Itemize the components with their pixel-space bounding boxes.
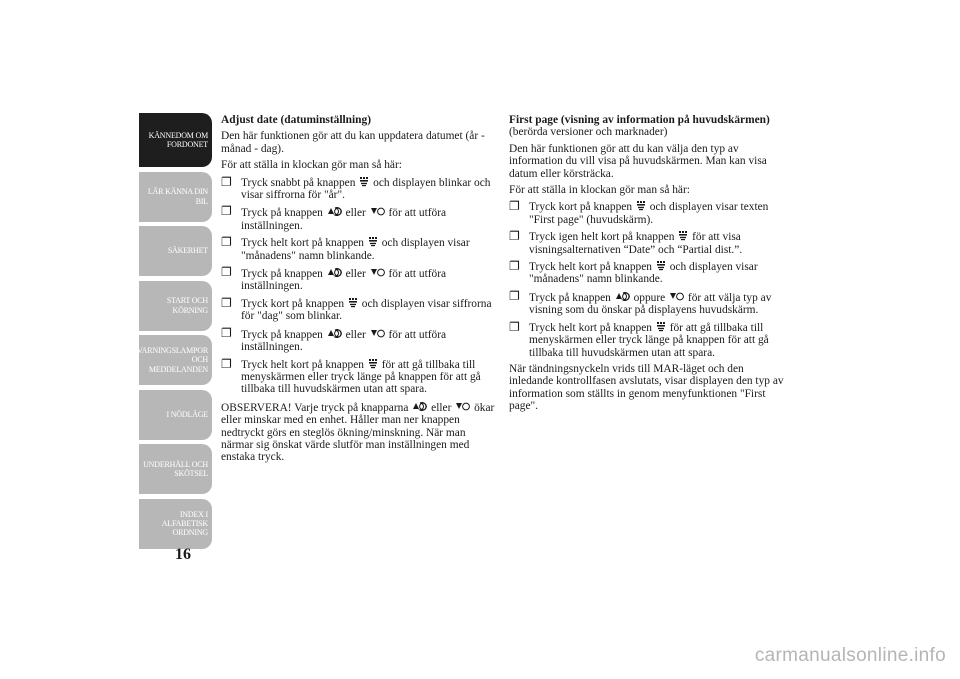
paragraph: För att ställa in klockan gör man så här: bbox=[509, 184, 690, 197]
up-arrow-button-icon bbox=[327, 205, 342, 217]
menu-button-icon bbox=[348, 297, 358, 308]
down-arrow-button-icon bbox=[455, 400, 470, 412]
checkbox-bullet-icon: ❐ bbox=[221, 356, 232, 371]
down-arrow-button-icon bbox=[370, 327, 385, 339]
page-number: 16 bbox=[175, 546, 191, 563]
note-paragraph: OBSERVERA! Varje tryck på knapparna eller ökar eller minskar med en enhet. Håller man ner knappen nedtryckt görs en steglös ökning/minskning. När man närmar sig önskat värde slutför man inställningen med enstaka tryck. bbox=[221, 401, 495, 464]
list-item: ❐ Tryck kort på knappen och displayen visar siffrorna för "dag" som blinkar. bbox=[221, 295, 492, 323]
list-item: ❐ Tryck kort på knappen och displayen visar texten "First page" (huvudskärm). bbox=[509, 199, 769, 226]
adjust-date-section bbox=[221, 114, 496, 468]
down-arrow-button-icon bbox=[370, 205, 385, 217]
watermark: carmanualsonline.info bbox=[754, 645, 946, 666]
tab-label: UNDERHÅLL OCH SKÖTSEL bbox=[143, 459, 208, 478]
menu-button-icon bbox=[368, 358, 378, 369]
checkbox-bullet-icon: ❐ bbox=[221, 295, 232, 310]
checkbox-bullet-icon: ❐ bbox=[509, 229, 520, 244]
tab-label: VARNINGSLAMPOR OCH MEDDELANDEN bbox=[137, 346, 208, 374]
menu-button-icon bbox=[359, 176, 369, 187]
list-item: ❐ Tryck helt kort på knappen för att gå tillbaka till menyskärmen eller tryck länge på knappen för att gå tillbaka till huvudskärmen utan att spara. bbox=[509, 319, 769, 359]
menu-button-icon bbox=[678, 230, 688, 241]
checkbox-bullet-icon: ❐ bbox=[509, 319, 520, 334]
first-page-section bbox=[509, 114, 789, 417]
list-item: ❐ Tryck på knappen eller för att utföra inställningen. bbox=[221, 265, 447, 293]
list-item: ❐ Tryck på knappen oppure för att välja typ av visning som du önskar på displayens huvudskärm. bbox=[509, 288, 772, 317]
paragraph: När tändningsnyckeln vrids till MAR-läget och den inledande kontrollfasen avslutats, visar displayen den typ av information som ställts in genom menyfunktionen "First page". bbox=[509, 362, 784, 413]
tab-label: KÄNNEDOM OM FORDONET bbox=[148, 130, 208, 149]
down-arrow-button-icon bbox=[370, 266, 385, 278]
heading-note: (berörda versioner och marknader) bbox=[509, 126, 668, 139]
up-arrow-button-icon bbox=[327, 327, 342, 339]
up-arrow-button-icon bbox=[412, 400, 427, 412]
paragraph: Den här funktionen gör att du kan uppdatera datumet (år - månad - dag). bbox=[221, 130, 485, 155]
menu-button-icon bbox=[636, 200, 646, 211]
checkbox-bullet-icon: ❐ bbox=[509, 199, 520, 214]
tab-sakerhet[interactable] bbox=[139, 226, 212, 276]
tab-label: SÄKERHET bbox=[167, 246, 208, 256]
checkbox-bullet-icon: ❐ bbox=[221, 325, 232, 340]
tab-start-och-korning[interactable] bbox=[139, 281, 212, 331]
checkbox-bullet-icon: ❐ bbox=[221, 174, 232, 189]
list-item: ❐ Tryck helt kort på knappen och displayen visar "månadens" namn blinkande. bbox=[509, 259, 758, 286]
tab-label: I NÖDLÄGE bbox=[166, 409, 208, 419]
tab-kannedom-om-fordonet[interactable] bbox=[139, 113, 212, 167]
tab-lar-kanna-din-bil[interactable] bbox=[139, 172, 212, 222]
tab-label: INDEX I ALFABETISK ORDNING bbox=[161, 509, 208, 538]
checkbox-bullet-icon: ❐ bbox=[509, 288, 520, 303]
up-arrow-button-icon bbox=[327, 266, 342, 278]
tab-label: LÄR KÄNNA DIN BIL bbox=[147, 187, 208, 206]
tab-underhall-och-skotsel[interactable] bbox=[139, 444, 212, 494]
up-arrow-button-icon bbox=[615, 290, 630, 302]
list-item: ❐ Tryck snabbt på knappen och displayen blinkar och visar siffrorna för "år". bbox=[221, 174, 491, 202]
menu-button-icon bbox=[656, 260, 666, 271]
tab-i-nodlage[interactable] bbox=[139, 390, 212, 440]
list-item: ❐ Tryck helt kort på knappen för att gå tillbaka till menyskärmen eller tryck länge på knappen för att gå tillbaka till huvudskärmen utan att spara. bbox=[221, 356, 481, 396]
checkbox-bullet-icon: ❐ bbox=[509, 259, 520, 274]
menu-button-icon bbox=[368, 236, 378, 247]
list-item: ❐ Tryck helt kort på knappen och displayen visar "månadens" namn blinkande. bbox=[221, 235, 470, 262]
list-item: ❐ Tryck på knappen eller för att utföra inställningen. bbox=[221, 325, 447, 354]
tab-varningslampor[interactable] bbox=[139, 335, 212, 385]
section-heading-block bbox=[509, 114, 789, 139]
section-heading: Adjust date (datuminställning) bbox=[221, 114, 372, 126]
paragraph: För att ställa in klockan gör man så här: bbox=[221, 159, 402, 172]
tab-index[interactable] bbox=[139, 499, 212, 549]
checkbox-bullet-icon: ❐ bbox=[221, 204, 232, 219]
section-heading: First page (visning av information på huvudskärmen) bbox=[509, 114, 770, 126]
checkbox-bullet-icon: ❐ bbox=[221, 265, 232, 280]
chapter-tabs bbox=[139, 113, 212, 553]
list-item: ❐ Tryck på knappen eller för att utföra inställningen. bbox=[221, 204, 447, 232]
checkbox-bullet-icon: ❐ bbox=[221, 235, 232, 250]
down-arrow-button-icon bbox=[669, 290, 684, 302]
tab-label: START OCH KÖRNING bbox=[166, 296, 208, 315]
paragraph: Den här funktionen gör att du kan välja den typ av information du vill visa på huvudskärmen. Man kan visa datum eller körsträcka. bbox=[509, 142, 767, 180]
menu-button-icon bbox=[656, 321, 666, 332]
list-item: ❐ Tryck igen helt kort på knappen för att visa visningsalternativen “Date” och “Partial dist.”. bbox=[509, 229, 743, 256]
